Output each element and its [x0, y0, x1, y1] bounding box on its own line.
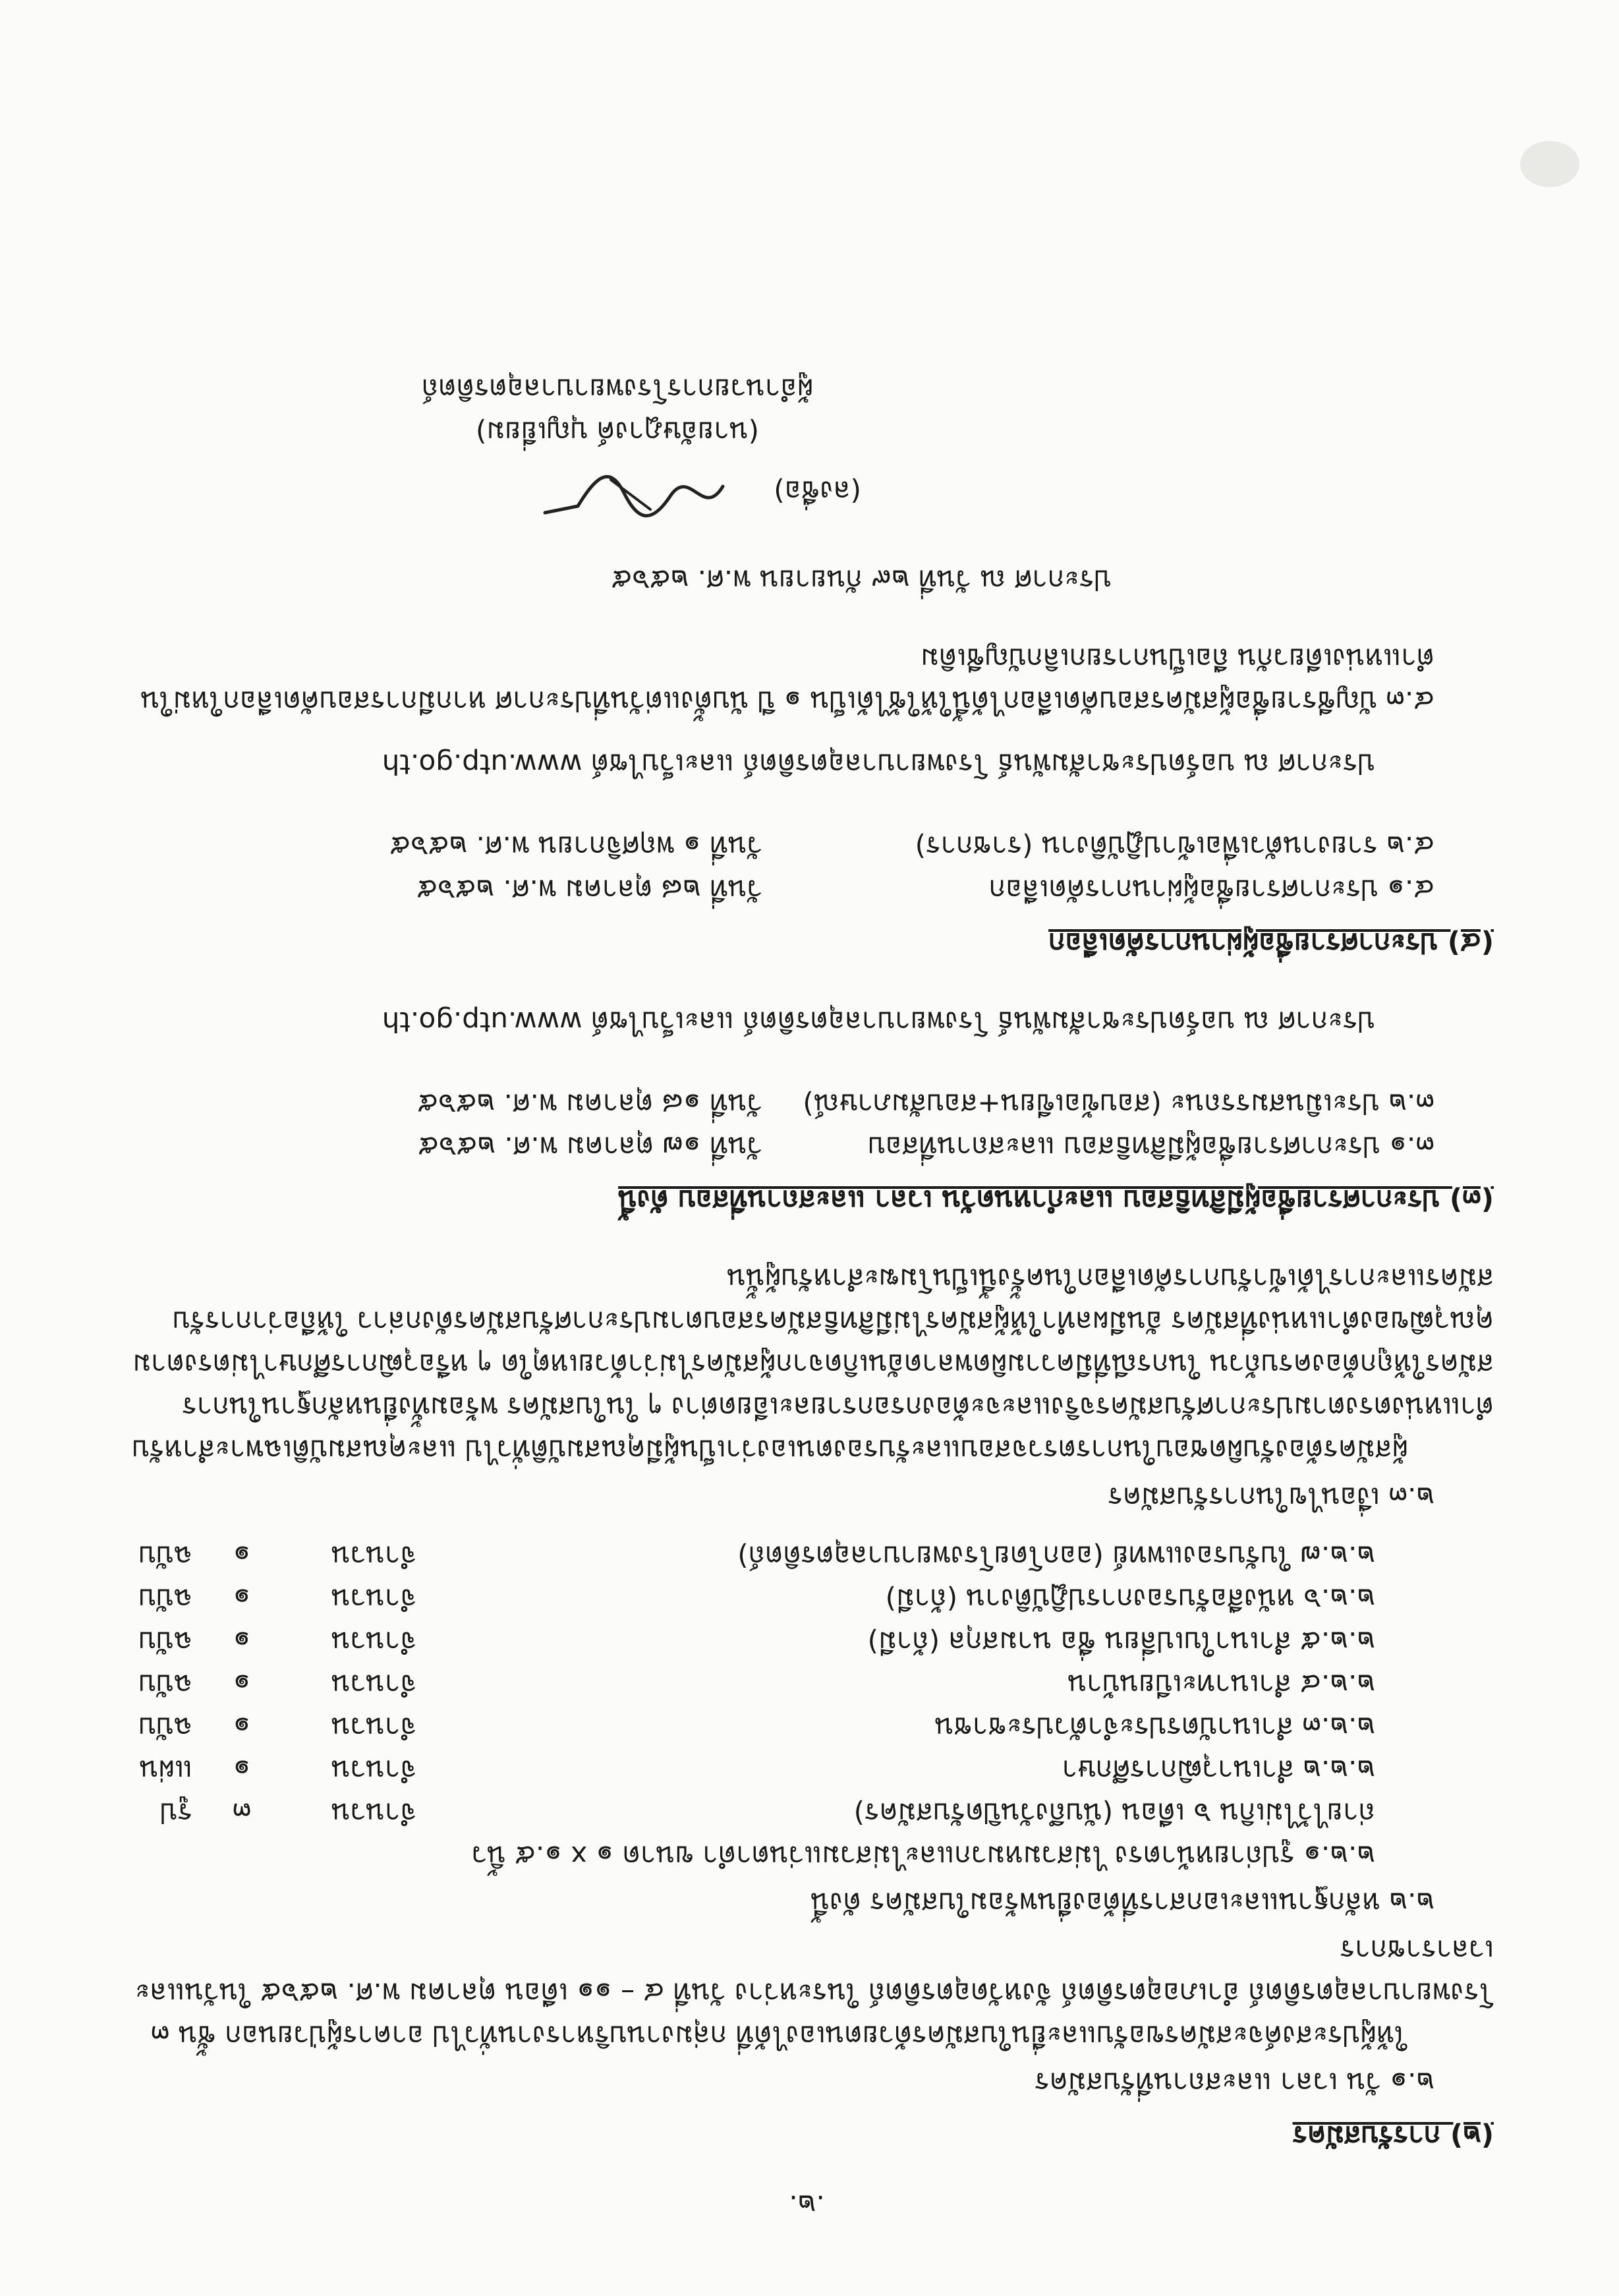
- quantity-unit: ฉบับ: [138, 1625, 192, 1658]
- list-item: [120, 1621, 1375, 1663]
- schedule-row: [120, 1126, 1434, 1168]
- quantity-label: จำนวน: [331, 1754, 416, 1787]
- section-heading-results: (๔) ประกาศรายชื่อผู้ผ่านการคัดเลือก: [1048, 927, 1494, 960]
- document-label: ๒.๒.๔ สำเนาทะเบียนบ้าน: [1067, 1668, 1375, 1701]
- paragraph-application: ให้ผู้ประสงค์จะสมัครขอรับและยื่นใบสมัครด้วยตนเองได้ที่ กลุ่มงานบริหารงานทั่วไป อาคารผู้ป่วยนอก ชั้น ๓ โรงพยาบาลอุตรดิตถ์ อำเภออุตรดิตถ์ จังหวัดอุตรดิตถ์ ในระหว่าง วันที่ ๔ – ๑๑ เดือน ตุลาคม พ.ศ. ๒๕๖๕ ในวันและเวลาราชการ: [134, 1934, 1494, 2052]
- quantity-label: จำนวน: [331, 1625, 416, 1658]
- quantity-unit: ฉบับ: [138, 1582, 192, 1615]
- schedule-label: ๓.๑ ประกาศรายชื่อผู้มีสิทธิสอบ และสถานที่สอบ: [867, 1130, 1434, 1163]
- paper-stain: [1520, 141, 1579, 187]
- quantity-unit: รูป: [159, 1797, 192, 1830]
- document-label: ๒.๒.๕ สำเนาใบเปลี่ยน ชื่อ นามสกุล (ถ้ามี): [867, 1625, 1375, 1658]
- quantity-label: จำนวน: [331, 1539, 416, 1572]
- signature-area: [321, 453, 914, 532]
- document-label: ๒.๒.๑ รูปถ่ายหน้าตรง ไม่สวมหมวกและไม่สวมแว่นตาดำ ขนาด ๑ x ๑.๕ นิ้ว: [471, 1840, 1375, 1873]
- quantity-value: ๑: [233, 1582, 251, 1615]
- exam-schedule: [120, 1083, 1434, 1168]
- schedule-row: [120, 868, 1434, 911]
- page-number: .๒.: [789, 2189, 825, 2222]
- quantity-label: จำนวน: [331, 1668, 416, 1701]
- quantity-label: จำนวน: [331, 1711, 416, 1744]
- schedule-date: วันที่ ๒๘ ตุลาคม พ.ศ. ๒๕๖๕: [416, 873, 762, 906]
- quantity-label: จำนวน: [331, 1582, 416, 1615]
- signatory-position: ผู้อำนวยการโรงพยาบาลอุตรดิตถ์: [421, 372, 814, 405]
- schedule-label: ๓.๒ ประเมินสมรรถนะ (สอบข้อเขียน+สอบสัมภาษณ์): [803, 1087, 1434, 1120]
- schedule-row: [120, 825, 1434, 868]
- list-item: [120, 1835, 1375, 1878]
- paragraph-conditions: ผู้สมัครต้องรับผิดชอบในการตรวจสอบและรับรองตนเองว่าเป็นผู้มีคุณสมบัติทั่วไป และคุณสมบัติเฉพาะสำหรับตำแหน่งตรงตามประกาศรับสมัครจริงและจะต้องกรอกรายละเอียดต่าง ๆ ในใบสมัคร พร้อมทั้งยื่นหลักฐานในการสมัครให้ถูกต้องครบถ้วน ในกรณีที่มีความผิดพลาดอันเกิดจากผู้สมัครไม่ว่าด้วยเหตุใด ๆ หรือวุฒิการศึกษาไม่ตรงตามคุณวุฒิของตำแหน่งที่สมัคร อันมีผลทำให้ผู้สมัครไม่มีสิทธิสมัครสอบตามประกาศรับสมัครดังกล่าว ให้ถือว่าการรับสมัครและการได้เข้ารับการคัดเลือกในครั้งนี้เป็นโมฆะสำหรับผู้นั้น: [132, 1263, 1494, 1467]
- section-heading-exam: (๓) ประกาศรายชื่อผู้มีสิทธิสอบ และกำหนดวัน เวลา และสถานที่สอบ ดังนี้: [618, 1184, 1494, 1217]
- quantity-unit: แผ่น: [139, 1754, 192, 1787]
- quantity-value: ๑: [233, 1754, 251, 1787]
- quantity-value: ๑: [233, 1668, 251, 1701]
- quantity-value: ๑: [233, 1625, 251, 1658]
- document-list: [120, 1535, 1375, 1878]
- subheading-documents: ๒.๒ หลักฐานและเอกสารที่ต้องยื่นพร้อมใบสมัคร ดังนี้: [810, 1887, 1434, 1920]
- list-item: [120, 1749, 1375, 1792]
- quantity-unit: ฉบับ: [138, 1539, 192, 1572]
- quantity-value: ๑: [233, 1539, 251, 1572]
- signed-label: (ลงชื่อ): [774, 475, 861, 507]
- handwritten-signature: [532, 460, 729, 532]
- schedule-label: ๔.๑ ประกาศรายชื่อผู้ผ่านการคัดเลือก: [988, 873, 1434, 906]
- document-body: [120, 368, 1494, 2227]
- list-item: [120, 1578, 1375, 1621]
- subheading-conditions: ๒.๓ เงื่อนไขในการรับสมัคร: [1108, 1481, 1434, 1514]
- section-heading-application: (๒) การรับสมัคร: [1292, 2119, 1494, 2152]
- subheading-dates: ๒.๑ วัน เวลา และสถานที่รับสมัคร: [1035, 2066, 1434, 2099]
- quantity-label: จำนวน: [331, 1797, 416, 1830]
- document-label: ๒.๒.๗ ใบรับรองแพทย์ (ออกโดยโรงพยาบาลอุตรดิตถ์): [737, 1539, 1375, 1572]
- list-item: [120, 1535, 1375, 1578]
- announcement-date: ประกาศ ณ วันที่ ๒๙ กันยายน พ.ศ. ๒๕๖๕: [611, 564, 1112, 597]
- document-label: ๒.๒.๓ สำเนาบัตรประจำตัวประชาชน: [934, 1711, 1375, 1744]
- announcement-exam: ประกาศ ณ บอร์ดประชาสัมพันธ์ โรงพยาบาลอุตรดิตถ์ และเว็บไซต์ www.utp.go.th: [382, 1005, 1375, 1038]
- document-label: ถ่ายไว้ไม่เกิน ๖ เดือน (นับถึงวันปิดรับสมัคร): [853, 1797, 1375, 1830]
- document-label: ๒.๒.๖ หนังสือรับรองการปฏิบัติงาน (ถ้ามี): [885, 1582, 1375, 1615]
- schedule-label: ๔.๒ รายงานตัวเพื่อเข้าปฏิบัติงาน (ราชการ): [915, 830, 1434, 863]
- signatory-name: (นายอัษฎางค์ บุญเยี่ยม): [475, 416, 760, 448]
- schedule-date: วันที่ ๑๗ ตุลาคม พ.ศ. ๒๕๖๕: [418, 1130, 762, 1163]
- quantity-value: ๓: [232, 1797, 252, 1830]
- quantity-unit: ฉบับ: [138, 1668, 192, 1701]
- results-schedule: [120, 825, 1434, 911]
- quantity-unit: ฉบับ: [138, 1711, 192, 1744]
- schedule-row: [120, 1083, 1434, 1126]
- quantity-value: ๑: [233, 1711, 251, 1744]
- list-item: [120, 1792, 1375, 1835]
- list-item: [120, 1663, 1375, 1706]
- announcement-results: ประกาศ ณ บอร์ดประชาสัมพันธ์ โรงพยาบาลอุตรดิตถ์ และเว็บไซต์ www.utp.go.th: [382, 748, 1375, 781]
- list-item: [120, 1706, 1375, 1749]
- document-label: ๒.๒.๒ สำเนาวุฒิการศึกษา: [1062, 1754, 1375, 1787]
- schedule-date: วันที่ ๑ พฤศจิกายน พ.ศ. ๒๕๖๕: [389, 830, 762, 863]
- list-validity-note: ๔.๓ บัญชีรายชื่อผู้สมัครสอบคัดเลือกได้นี้ให้ใช้ได้เป็น ๑ ปี นับตั้งแต่วันที่ประกาศ หากมีการสอบคัดเลือกใหม่ในตำแหน่งเดียวกัน ถือเป็นการยกเลิกบัญชีเดิม: [140, 643, 1434, 718]
- schedule-date: วันที่ ๑๘ ตุลาคม พ.ศ. ๒๕๖๕: [417, 1087, 762, 1120]
- signature-block: [321, 368, 914, 532]
